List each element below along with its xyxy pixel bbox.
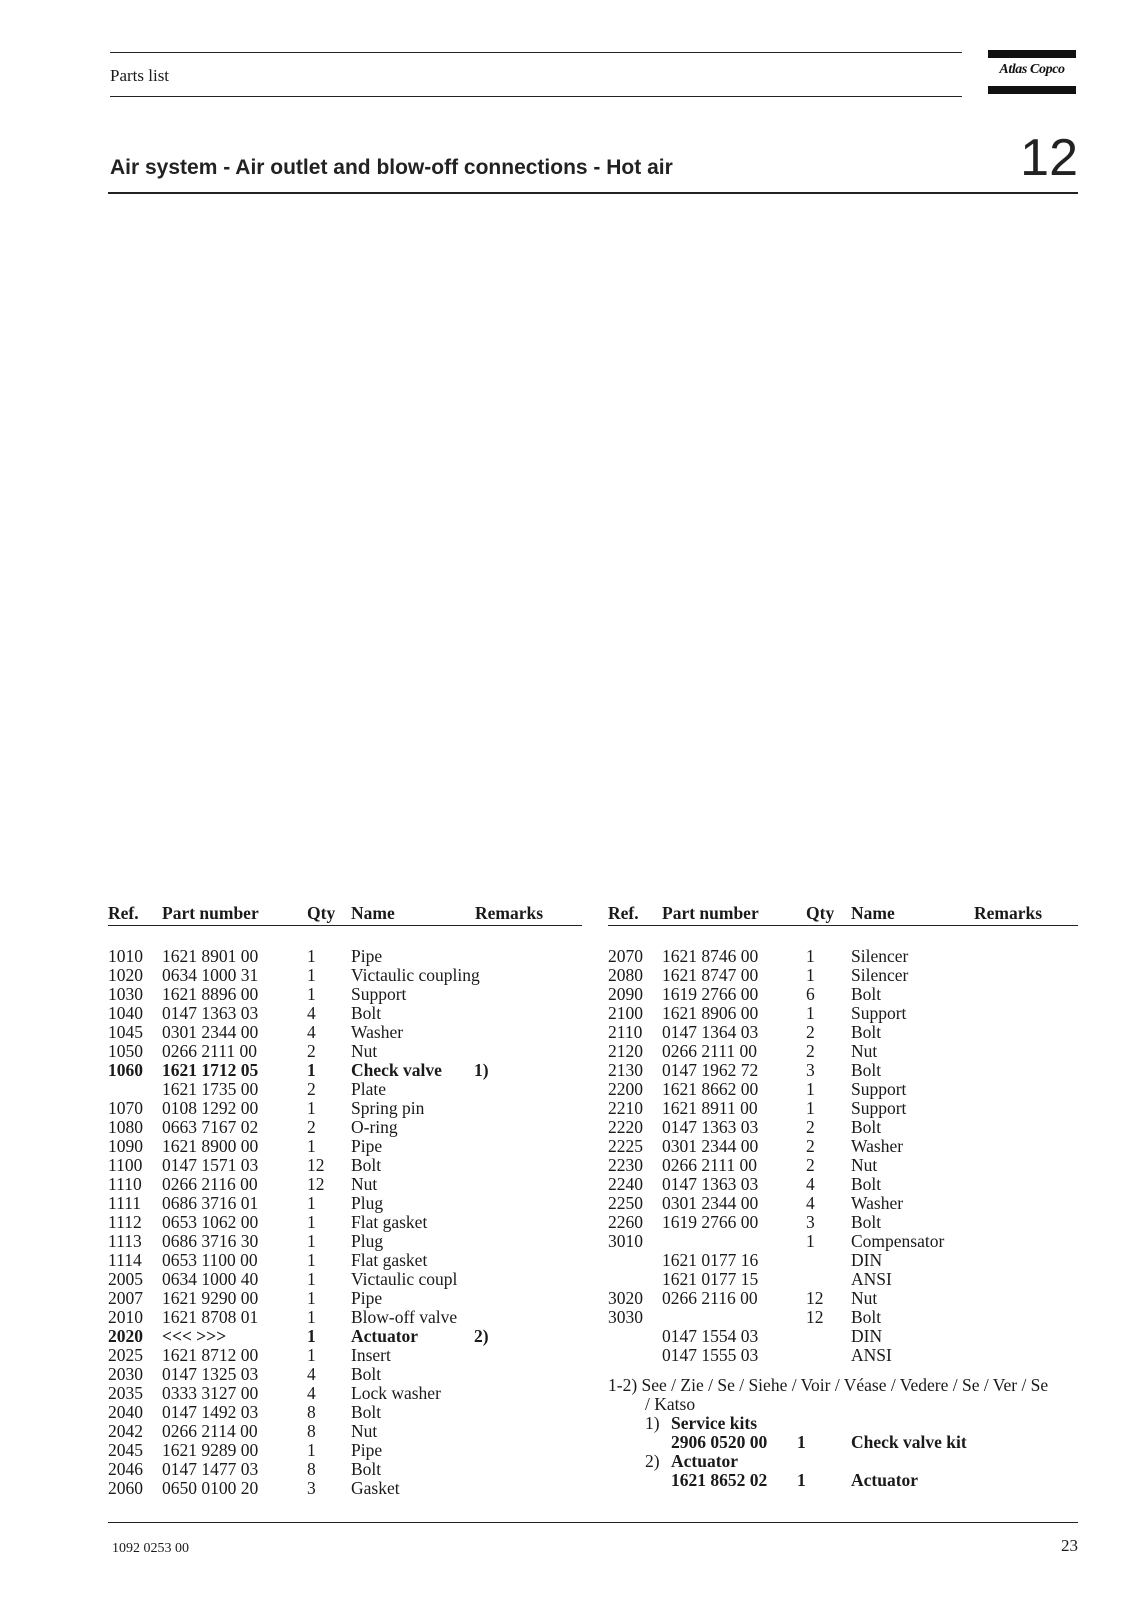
cell-part: 1621 8901 00 — [162, 946, 259, 966]
cell-ref: 2042 — [108, 1421, 143, 1441]
cell-qty: 4 — [307, 1383, 316, 1403]
cell-name: Bolt — [351, 1003, 382, 1023]
cell-qty: 1 — [307, 1269, 316, 1289]
cell-name: Support — [851, 1098, 907, 1118]
table-row — [608, 1213, 1078, 1232]
cell-name: Plug — [351, 1231, 384, 1251]
table-header-rule — [608, 925, 1078, 926]
cell-qty: 2 — [307, 1079, 316, 1099]
cell-part: 0653 1100 00 — [162, 1250, 258, 1270]
cell-name: Pipe — [351, 1440, 383, 1460]
cell-name: Support — [351, 984, 407, 1004]
table-header-rule — [108, 925, 582, 926]
cell-part: 1621 8662 00 — [662, 1079, 759, 1099]
table-row — [108, 1156, 582, 1175]
cell-ref: 2007 — [108, 1288, 143, 1308]
cell-part: 1621 0177 15 — [662, 1269, 759, 1289]
cell-qty: 1 — [307, 1250, 316, 1270]
logo-text: Atlas Copco — [999, 62, 1065, 77]
table-row — [608, 985, 1078, 1004]
col-header-name: Name — [351, 903, 395, 923]
cell-ref: 1030 — [108, 984, 143, 1004]
cell-ref: 2035 — [108, 1383, 143, 1403]
cell-qty: 1 — [307, 1345, 316, 1365]
cell-qty: 2 — [806, 1136, 815, 1156]
cell-remarks: 2) — [474, 1326, 489, 1346]
cell-part: 1619 2766 00 — [662, 1212, 759, 1232]
cell-name: Nut — [351, 1421, 378, 1441]
table-row — [608, 1137, 1078, 1156]
table-row — [608, 947, 1078, 966]
col-header-part-number: Part number — [662, 903, 759, 923]
cell-qty: 1 — [307, 1136, 316, 1156]
cell-name: Compensator — [851, 1231, 945, 1251]
cell-part: 1621 1712 05 — [162, 1060, 259, 1080]
cell-part: 1621 8708 01 — [162, 1307, 259, 1327]
cell-ref: 2220 — [608, 1117, 643, 1137]
cell-name: Bolt — [851, 1060, 882, 1080]
cell-ref: 1114 — [108, 1250, 142, 1270]
table-row — [608, 1308, 1078, 1327]
table-row — [108, 1384, 582, 1403]
cell-qty: 3 — [307, 1478, 316, 1498]
table-row — [108, 1308, 582, 1327]
table-row — [108, 1023, 582, 1042]
table-row — [108, 1061, 582, 1080]
document-number: 1092 0253 00 — [112, 1541, 189, 1556]
cell-name: DIN — [851, 1250, 883, 1270]
cell-qty: 8 — [307, 1421, 316, 1441]
cell-ref: 2250 — [608, 1193, 643, 1213]
cell-part: 0266 2111 00 — [662, 1155, 757, 1175]
cell-part: 0686 3716 01 — [162, 1193, 259, 1213]
cell-qty: 4 — [307, 1003, 316, 1023]
cell-part: 0147 1962 72 — [662, 1060, 759, 1080]
cell-name: Support — [851, 1003, 907, 1023]
cell-ref: 1020 — [108, 965, 143, 985]
table-row — [108, 1289, 582, 1308]
cell-name: Nut — [851, 1155, 878, 1175]
cell-part: 1621 8747 00 — [662, 965, 759, 985]
table-row — [108, 947, 582, 966]
cell-ref: 2260 — [608, 1212, 643, 1232]
cell-part: 0266 2111 00 — [662, 1041, 757, 1061]
table-row — [108, 1460, 582, 1479]
cell-qty: 1 — [307, 1212, 316, 1232]
cell-qty: 2 — [806, 1022, 815, 1042]
cell-name: Nut — [351, 1041, 378, 1061]
cell-name: Nut — [851, 1288, 878, 1308]
cell-qty: 1 — [806, 1098, 815, 1118]
cell-name: ANSI — [851, 1269, 892, 1289]
table-row — [108, 1403, 582, 1422]
note1-title: Service kits — [671, 1413, 758, 1433]
cell-part: 0147 1363 03 — [162, 1003, 259, 1023]
drawing-area — [108, 200, 1078, 880]
header-bottom-rule — [110, 96, 962, 97]
cell-part: 0634 1000 31 — [162, 965, 259, 985]
table-row — [108, 1441, 582, 1460]
table-row — [108, 1251, 582, 1270]
cell-part: 0266 2116 00 — [162, 1174, 258, 1194]
cell-name: Bolt — [851, 984, 882, 1004]
see-reference-line-1: 1-2) See / Zie / Se / Siehe / Voir / Véase / Vedere / Se / Ver / Se — [608, 1375, 1049, 1395]
table-row — [608, 1156, 1078, 1175]
cell-name: Lock washer — [351, 1383, 441, 1403]
cell-qty: 4 — [806, 1174, 815, 1194]
cell-qty: 2 — [307, 1041, 316, 1061]
cell-qty: 4 — [307, 1022, 316, 1042]
col-header-remarks: Remarks — [475, 903, 544, 923]
table-row — [108, 1194, 582, 1213]
col-header-remarks: Remarks — [974, 903, 1043, 923]
cell-ref: 3030 — [608, 1307, 643, 1327]
cell-name: Pipe — [351, 1288, 383, 1308]
header-top-rule — [110, 52, 962, 53]
cell-name: Flat gasket — [351, 1212, 428, 1232]
table-row — [108, 1213, 582, 1232]
cell-name: Pipe — [351, 1136, 383, 1156]
col-header-name: Name — [851, 903, 895, 923]
cell-ref: 2020 — [108, 1326, 143, 1346]
cell-name: Blow-off valve — [351, 1307, 458, 1327]
cell-qty: 1 — [307, 1326, 316, 1346]
cell-ref: 2110 — [608, 1022, 643, 1042]
cell-ref: 2225 — [608, 1136, 643, 1156]
cell-name: O-ring — [351, 1117, 398, 1137]
cell-qty: 1 — [307, 1307, 316, 1327]
cell-ref: 2040 — [108, 1402, 143, 1422]
cell-name: Support — [851, 1079, 907, 1099]
cell-qty: 2 — [806, 1041, 815, 1061]
note2-part-number: 1621 8652 02 — [671, 1470, 768, 1490]
page-title: Air system - Air outlet and blow-off connections - Hot air — [110, 156, 673, 179]
cell-qty: 1 — [307, 1193, 316, 1213]
cell-name: Washer — [851, 1193, 904, 1213]
note1-name: Check valve kit — [851, 1432, 967, 1452]
cell-ref: 1045 — [108, 1022, 143, 1042]
col-header-ref: Ref. — [108, 903, 139, 923]
col-header-qty: Qty — [307, 903, 336, 923]
table-row — [608, 1175, 1078, 1194]
note2-marker: 2) — [645, 1451, 660, 1471]
cell-qty: 1 — [307, 984, 316, 1004]
cell-ref: 1080 — [108, 1117, 143, 1137]
cell-ref: 2070 — [608, 946, 643, 966]
cell-part: 1621 9289 00 — [162, 1440, 259, 1460]
col-header-ref: Ref. — [608, 903, 639, 923]
cell-name: Plate — [351, 1079, 386, 1099]
cell-name: Bolt — [351, 1364, 382, 1384]
cell-part: 0147 1555 03 — [662, 1345, 759, 1365]
cell-part: 0634 1000 40 — [162, 1269, 259, 1289]
note1-part-number: 2906 0520 00 — [671, 1432, 768, 1452]
cell-ref: 2210 — [608, 1098, 643, 1118]
page-number: 23 — [1061, 1536, 1078, 1555]
cell-part: 0686 3716 30 — [162, 1231, 259, 1251]
cell-ref: 1060 — [108, 1060, 143, 1080]
cell-part: 0266 2114 00 — [162, 1421, 258, 1441]
cell-ref: 3010 — [608, 1231, 643, 1251]
cell-name: Actuator — [351, 1326, 419, 1346]
table-row — [108, 966, 582, 985]
cell-ref: 2010 — [108, 1307, 143, 1327]
cell-part: 0266 2116 00 — [662, 1288, 758, 1308]
cell-qty: 3 — [806, 1060, 815, 1080]
table-row — [108, 1270, 582, 1289]
cell-qty: 1 — [806, 1003, 815, 1023]
table-row — [108, 1099, 582, 1118]
cell-name: Bolt — [351, 1402, 382, 1422]
table-row — [108, 1175, 582, 1194]
cell-part: 0147 1363 03 — [662, 1174, 759, 1194]
cell-part: 1621 8712 00 — [162, 1345, 259, 1365]
cell-ref: 2100 — [608, 1003, 643, 1023]
cell-ref: 3020 — [608, 1288, 643, 1308]
cell-qty: 12 — [806, 1288, 824, 1308]
cell-part: 0147 1363 03 — [662, 1117, 759, 1137]
cell-remarks: 1) — [474, 1060, 489, 1080]
cell-qty: 1 — [307, 946, 316, 966]
table-row — [108, 1042, 582, 1061]
cell-ref: 1100 — [108, 1155, 143, 1175]
cell-ref: 2120 — [608, 1041, 643, 1061]
cell-part: 1621 8900 00 — [162, 1136, 259, 1156]
cell-part: <<< >>> — [162, 1326, 227, 1346]
cell-ref: 1050 — [108, 1041, 143, 1061]
cell-name: Pipe — [351, 946, 383, 966]
cell-name: Victaulic coupl — [351, 1269, 458, 1289]
table-row — [108, 1118, 582, 1137]
table-row — [108, 1479, 582, 1498]
col-header-part-number: Part number — [162, 903, 259, 923]
cell-qty: 1 — [307, 1098, 316, 1118]
table-row — [608, 1289, 1078, 1308]
table-row — [108, 1346, 582, 1365]
cell-part: 1621 8896 00 — [162, 984, 259, 1004]
cell-part: 0147 1325 03 — [162, 1364, 259, 1384]
section-number: 12 — [1020, 129, 1078, 187]
cell-name: Silencer — [851, 946, 909, 966]
cell-part: 0301 2344 00 — [662, 1193, 759, 1213]
cell-part: 1621 9290 00 — [162, 1288, 259, 1308]
table-row — [608, 1232, 1078, 1251]
cell-name: Bolt — [351, 1459, 382, 1479]
table-row — [608, 1042, 1078, 1061]
table-row — [608, 1061, 1078, 1080]
cell-part: 0650 0100 20 — [162, 1478, 259, 1498]
table-row — [608, 1099, 1078, 1118]
cell-qty: 3 — [806, 1212, 815, 1232]
cell-qty: 1 — [307, 1060, 316, 1080]
cell-ref: 2130 — [608, 1060, 643, 1080]
table-row — [108, 1232, 582, 1251]
cell-ref: 1110 — [108, 1174, 142, 1194]
cell-qty: 12 — [307, 1155, 325, 1175]
cell-qty: 1 — [307, 1440, 316, 1460]
cell-name: Silencer — [851, 965, 909, 985]
table-row — [608, 1004, 1078, 1023]
cell-qty: 1 — [307, 1231, 316, 1251]
table-row — [108, 1327, 582, 1346]
cell-part: 0147 1571 03 — [162, 1155, 259, 1175]
cell-qty: 1 — [806, 1231, 815, 1251]
cell-qty: 1 — [307, 1288, 316, 1308]
cell-part: 0653 1062 00 — [162, 1212, 259, 1232]
cell-part: 1621 1735 00 — [162, 1079, 259, 1099]
cell-name: Washer — [851, 1136, 904, 1156]
footer-rule — [108, 1522, 1078, 1523]
cell-qty: 8 — [307, 1402, 316, 1422]
cell-ref: 2005 — [108, 1269, 143, 1289]
cell-ref: 2080 — [608, 965, 643, 985]
cell-qty: 4 — [307, 1364, 316, 1384]
table-row — [608, 1118, 1078, 1137]
cell-name: Bolt — [851, 1174, 882, 1194]
cell-part: 0147 1477 03 — [162, 1459, 259, 1479]
cell-qty: 8 — [307, 1459, 316, 1479]
table-row — [108, 1365, 582, 1384]
cell-ref: 2200 — [608, 1079, 643, 1099]
cell-name: Victaulic coupling — [351, 965, 480, 985]
cell-name: Gasket — [351, 1478, 400, 1498]
cell-qty: 1 — [806, 965, 815, 985]
cell-part: 0266 2111 00 — [162, 1041, 257, 1061]
cell-qty: 4 — [806, 1193, 815, 1213]
cell-qty: 2 — [806, 1117, 815, 1137]
cell-name: Bolt — [351, 1155, 382, 1175]
note2-qty: 1 — [797, 1470, 806, 1490]
cell-ref: 1112 — [108, 1212, 142, 1232]
cell-name: ANSI — [851, 1345, 892, 1365]
table-row — [108, 1422, 582, 1441]
cell-qty: 6 — [806, 984, 815, 1004]
cell-name: Spring pin — [351, 1098, 425, 1118]
cell-name: Insert — [351, 1345, 391, 1365]
cell-qty: 12 — [806, 1307, 824, 1327]
table-row — [108, 1004, 582, 1023]
note2-name: Actuator — [851, 1470, 919, 1490]
cell-ref: 2230 — [608, 1155, 643, 1175]
atlas-copco-logo — [988, 50, 1076, 94]
cell-name: Bolt — [851, 1022, 882, 1042]
cell-name: DIN — [851, 1326, 883, 1346]
cell-ref: 2046 — [108, 1459, 143, 1479]
cell-qty: 12 — [307, 1174, 325, 1194]
table-row — [608, 1270, 1078, 1289]
cell-qty: 2 — [806, 1155, 815, 1175]
note1-qty: 1 — [797, 1432, 806, 1452]
cell-ref: 2025 — [108, 1345, 143, 1365]
table-row — [608, 1080, 1078, 1099]
cell-qty: 1 — [806, 1079, 815, 1099]
cell-ref: 2090 — [608, 984, 643, 1004]
table-row — [608, 1251, 1078, 1270]
table-row — [608, 1346, 1078, 1365]
cell-ref: 1040 — [108, 1003, 143, 1023]
cell-ref: 2060 — [108, 1478, 143, 1498]
table-row — [608, 966, 1078, 985]
cell-ref: 2045 — [108, 1440, 143, 1460]
table-row — [108, 985, 582, 1004]
cell-name: Check valve — [351, 1060, 442, 1080]
col-header-qty: Qty — [806, 903, 835, 923]
cell-name: Flat gasket — [351, 1250, 428, 1270]
cell-name: Bolt — [851, 1117, 882, 1137]
table-row — [608, 1023, 1078, 1042]
cell-part: 1621 8746 00 — [662, 946, 759, 966]
cell-part: 1619 2766 00 — [662, 984, 759, 1004]
note1-marker: 1) — [645, 1413, 660, 1433]
logo-top-bar — [988, 50, 1076, 58]
cell-part: 0108 1292 00 — [162, 1098, 259, 1118]
logo-bottom-bar — [988, 86, 1076, 94]
cell-name: Bolt — [851, 1212, 882, 1232]
cell-part: 0301 2344 00 — [162, 1022, 259, 1042]
title-rule — [108, 192, 1078, 194]
cell-name: Plug — [351, 1193, 384, 1213]
cell-name: Washer — [351, 1022, 404, 1042]
cell-name: Bolt — [851, 1307, 882, 1327]
cell-part: 0147 1554 03 — [662, 1326, 759, 1346]
cell-ref: 1070 — [108, 1098, 143, 1118]
cell-part: 1621 0177 16 — [662, 1250, 759, 1270]
cell-qty: 1 — [307, 965, 316, 985]
cell-part: 1621 8911 00 — [662, 1098, 758, 1118]
cell-part: 0147 1364 03 — [662, 1022, 759, 1042]
table-row — [108, 1137, 582, 1156]
cell-part: 0301 2344 00 — [662, 1136, 759, 1156]
cell-part: 0147 1492 03 — [162, 1402, 259, 1422]
cell-ref: 2240 — [608, 1174, 643, 1194]
cell-ref: 1111 — [108, 1193, 142, 1213]
see-reference-line-2: / Katso — [645, 1394, 696, 1414]
cell-qty: 2 — [307, 1117, 316, 1137]
note2-title: Actuator — [671, 1451, 739, 1471]
table-row — [108, 1080, 582, 1099]
header-label: Parts list — [110, 66, 170, 85]
cell-part: 0663 7167 02 — [162, 1117, 259, 1137]
table-row — [608, 1327, 1078, 1346]
cell-ref: 1113 — [108, 1231, 142, 1251]
cell-ref: 1010 — [108, 946, 143, 966]
cell-ref: 2030 — [108, 1364, 143, 1384]
cell-ref: 1090 — [108, 1136, 143, 1156]
cell-name: Nut — [351, 1174, 378, 1194]
table-row — [608, 1194, 1078, 1213]
cell-part: 1621 8906 00 — [662, 1003, 759, 1023]
cell-qty: 1 — [806, 946, 815, 966]
cell-name: Nut — [851, 1041, 878, 1061]
cell-part: 0333 3127 00 — [162, 1383, 259, 1403]
